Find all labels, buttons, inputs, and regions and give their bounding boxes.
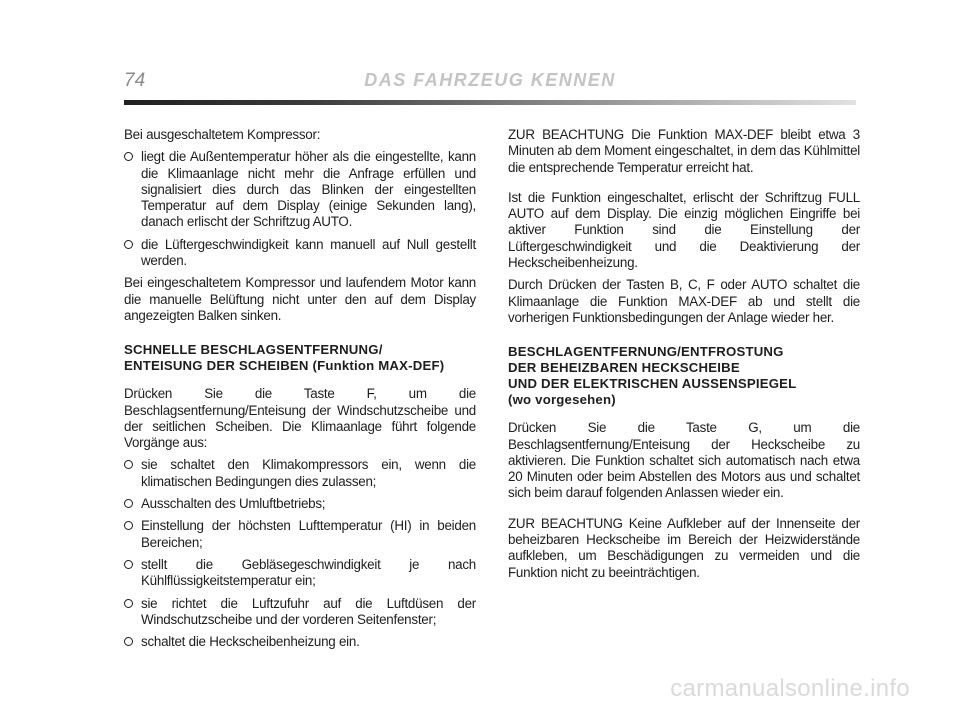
list-item: Einstellung der höchsten Lufttemperatur (HI) in beiden Bereichen;	[124, 518, 476, 551]
header-rule	[124, 100, 856, 105]
watermark: carmanualsonline.info	[670, 675, 910, 702]
page-number: 74	[124, 70, 146, 91]
para-keys: Durch Drücken der Tasten B, C, F oder AUTO schaltet die Klimaanlage die Funktion MAX-DEF ab und stellt die vorherigen Funktionsbedingungen der Anlage wieder her.	[508, 277, 860, 325]
bullet-icon	[124, 560, 133, 569]
bullet-icon	[124, 240, 133, 249]
bullet-icon	[124, 499, 133, 508]
list-item: stellt die Gebläsegeschwindigkeit je nach Kühlflüssigkeitstemperatur ein;	[124, 557, 476, 590]
bullet-icon	[124, 599, 133, 608]
note-max-def: ZUR BEACHTUNG Die Funktion MAX-DEF bleibt etwa 3 Minuten ab dem Moment eingeschaltet, in dem das Kühlmittel die entsprechende Temperatur erreicht hat.	[508, 127, 860, 175]
list-item: sie schaltet den Klimakompressors ein, wenn die klimatischen Bedingungen dies zulassen;	[124, 457, 476, 490]
para-full-auto: Ist die Funktion eingeschaltet, erlischt der Schriftzug FULL AUTO auf dem Display. Die einzig möglichen Eingriffe bei aktiver Funktion sind die Einstellung der Lüftergeschwindigkeit und die Deaktivierung der Heckscheibenheizung.	[508, 189, 860, 271]
para-rear-defrost: Drücken Sie die Taste G, um die Beschlagsentfernung/Enteisung der Heckscheibe zu aktivieren. Die Funktion schaltet sich automatisch nach etwa 20 Minuten oder beim Abstellen des Motors aus und schaltet sich beim darauf folgenden Anlassen wieder ein.	[508, 420, 860, 501]
bullet-icon	[124, 460, 133, 469]
page-header	[124, 66, 856, 106]
list-item: schaltet die Heckscheibenheizung ein.	[124, 634, 476, 650]
list-item: sie richtet die Luftzufuhr auf die Luftdüsen der Windschutzscheibe und der vorderen Seitenfenster;	[124, 596, 476, 629]
intro-max-def: Drücken Sie die Taste F, um die Beschlagsentfernung/Enteisung der Windschutzscheibe und der seitlichen Scheiben. Die Klimaanlage führt folgende Vorgänge aus:	[124, 386, 476, 451]
list-item: Ausschalten des Umluftbetriebs;	[124, 496, 476, 512]
list-max-def	[124, 457, 476, 650]
note-rear-defrost: ZUR BEACHTUNG Keine Aufkleber auf der Innenseite der beheizbaren Heckscheibe im Bereich der Heizwiderstände aufkleben, um Beschädigungen zu vermeiden und die Funktion nicht zu beeinträchtigen.	[508, 515, 860, 580]
bullet-icon	[124, 521, 133, 530]
intro-compressor-off: Bei ausgeschaltetem Kompressor:	[124, 127, 321, 142]
heading-max-def: SCHNELLE BESCHLAGSENTFERNUNG/ ENTEISUNG DER SCHEIBEN (Funktion MAX-DEF)	[124, 342, 445, 374]
bullet-icon	[124, 637, 133, 646]
running-head: DAS FAHRZEUG KENNEN	[364, 70, 616, 90]
right-column	[508, 127, 860, 587]
list-item: liegt die Außentemperatur höher als die eingestellte, kann die Klimaanlage nicht mehr die Anfrage erfüllen und signalisiert dies durch das Blinken der eingestellten Temperatur auf dem Display (einige Sekunden lang), danach erlischt der Schriftzug AUTO.	[124, 149, 476, 230]
list-item: die Lüftergeschwindigkeit kann manuell auf Null gestellt werden.	[124, 237, 476, 270]
para-compressor-on: Bei eingeschaltetem Kompressor und laufendem Motor kann die manuelle Belüftung nicht unter den auf dem Display angezeigten Balken sinken.	[124, 275, 476, 323]
left-column	[124, 127, 476, 656]
bullet-icon	[124, 152, 133, 161]
list-compressor-off	[124, 149, 476, 269]
heading-rear-defrost: BESCHLAGENTFERNUNG/ENTFROSTUNG DER BEHEIZBAREN HECKSCHEIBE UND DER ELEKTRISCHEN AUSSENSPIEGEL (wo vorgesehen)	[508, 344, 797, 408]
